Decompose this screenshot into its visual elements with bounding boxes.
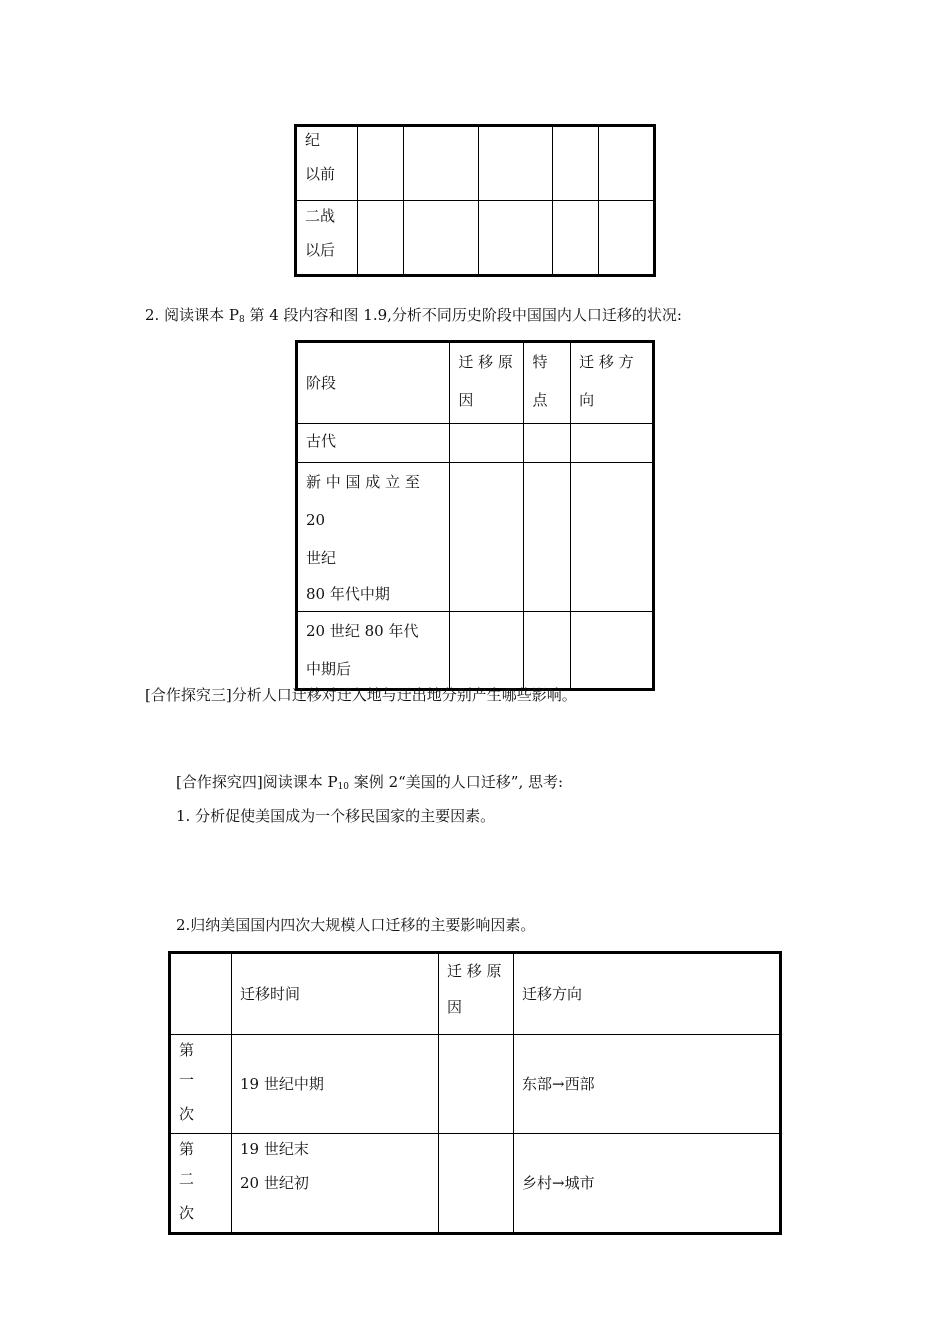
cell-line: 以前	[305, 165, 336, 183]
header-empty	[170, 953, 232, 1035]
header-direction-label: 迁移方向	[522, 985, 583, 1003]
table-china-migration	[295, 340, 655, 691]
table-cell	[478, 201, 552, 276]
cell-line: 第 二	[179, 1140, 210, 1188]
cell-line: 东部→西部	[522, 1075, 595, 1093]
cell-label	[170, 1035, 232, 1134]
table-cell	[571, 463, 654, 612]
table-cell	[478, 126, 552, 201]
question-2	[145, 305, 682, 330]
table-cell-era	[296, 201, 358, 276]
page-subscript: 10	[337, 782, 350, 792]
cell-line: 19 世纪末	[240, 1140, 309, 1158]
table-us-migration	[168, 951, 782, 1235]
cell-line: 新 中 国 成 立 至 20	[306, 473, 420, 529]
table-row	[296, 126, 655, 201]
header-stage-label: 阶段	[306, 374, 337, 392]
cell-line: 因	[458, 391, 474, 409]
table-cell	[552, 126, 599, 201]
table-cell	[357, 201, 404, 276]
table-cell	[404, 201, 478, 276]
table-header-row	[170, 953, 781, 1035]
table-cell-era	[296, 126, 358, 201]
cell-line: 中期后	[306, 660, 352, 678]
cell-line: 二战	[305, 207, 336, 225]
header-feature	[524, 342, 571, 424]
table-row	[297, 463, 654, 612]
question-4-1: 1. 分析促使美国成为一个移民国家的主要因素。	[176, 807, 496, 825]
table-cell	[524, 612, 571, 690]
cell-line: 乡村→城市	[522, 1174, 595, 1192]
table-row	[170, 1134, 781, 1234]
cell-direction	[514, 1134, 781, 1234]
inquiry-3: [合作探究三]分析人口迁移对迁入地与迁出地分别产生哪些影响。	[145, 686, 577, 704]
cell-line: 迁 移 原	[458, 353, 513, 371]
cell-line: 纪	[305, 131, 321, 149]
table-cell	[357, 126, 404, 201]
header-time-label: 迁移时间	[240, 985, 301, 1003]
question-number: 2.	[145, 306, 160, 324]
cell-line: 因	[447, 998, 463, 1016]
header-reason	[450, 342, 524, 424]
cell-stage	[297, 463, 450, 612]
cell-line: 80 年代中期	[306, 585, 390, 603]
cell-line: 迁 移 方	[579, 353, 634, 371]
cell-line: 古代	[306, 432, 337, 450]
question-text-b: 第 4 段内容和图 1.9,分析不同历史阶段中国国内人口迁移的状况:	[244, 306, 682, 324]
cell-stage	[297, 424, 450, 463]
inquiry-4-text-b: 案例 2“美国的人口迁移”, 思考:	[349, 773, 564, 791]
inquiry-4	[176, 772, 563, 797]
cell-line: 次	[179, 1204, 195, 1222]
cell-line: 次	[179, 1105, 195, 1123]
cell-line: 19 世纪中期	[240, 1075, 324, 1093]
table-row	[297, 612, 654, 690]
cell-stage	[297, 612, 450, 690]
table-header-row	[297, 342, 654, 424]
header-stage	[297, 342, 450, 424]
cell-line: 世纪	[306, 549, 337, 567]
table-cell	[599, 126, 655, 201]
table-cell	[450, 463, 524, 612]
table-cell	[439, 1134, 514, 1234]
cell-line: 点	[532, 391, 548, 409]
cell-line: 20 世纪初	[240, 1174, 309, 1192]
table-cell	[439, 1035, 514, 1134]
question-4-2: 2.归纳美国国内四次大规模人口迁移的主要影响因素。	[176, 916, 536, 934]
cell-time	[232, 1035, 439, 1134]
cell-line: 20 世纪 80 年代	[306, 622, 419, 640]
table-row	[170, 1035, 781, 1134]
table-row	[296, 201, 655, 276]
table-cell	[599, 201, 655, 276]
header-time	[232, 953, 439, 1035]
cell-time	[232, 1134, 439, 1234]
table-cell	[450, 424, 524, 463]
header-direction	[571, 342, 654, 424]
table-cell	[552, 201, 599, 276]
table-row	[297, 424, 654, 463]
cell-direction	[514, 1035, 781, 1134]
cell-line: 特	[532, 353, 548, 371]
cell-line: 迁 移 原	[447, 962, 502, 980]
header-reason	[439, 953, 514, 1035]
table-cell	[524, 424, 571, 463]
cell-line: 以后	[305, 241, 336, 259]
page-subscript: 8	[238, 315, 245, 325]
table-cell	[450, 612, 524, 690]
table-cell	[404, 126, 478, 201]
cell-line: 第 一	[179, 1041, 210, 1089]
question-text-a: 阅读课本 P	[159, 306, 239, 324]
table-cell	[571, 612, 654, 690]
header-direction	[514, 953, 781, 1035]
cell-line: 向	[579, 391, 595, 409]
table-era-continuation	[294, 124, 656, 277]
table-cell	[524, 463, 571, 612]
cell-label	[170, 1134, 232, 1234]
inquiry-4-text-a: [合作探究四]阅读课本 P	[176, 773, 338, 791]
table-cell	[571, 424, 654, 463]
